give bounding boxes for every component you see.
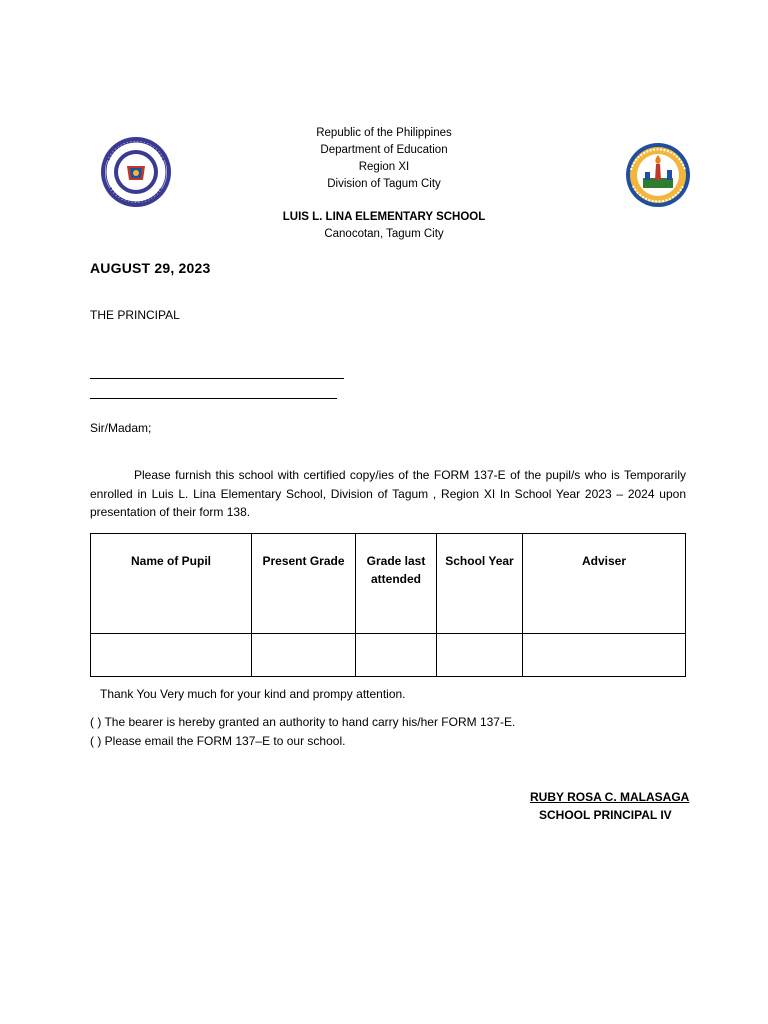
option-hand-carry: ( ) The bearer is hereby granted an authority to hand carry his/her FORM 137-E.	[90, 715, 516, 729]
pupil-table	[90, 533, 686, 677]
body-text: Please furnish this school with certified copy/ies of the FORM 137-E of the pupil/s who is Temporarily enrolled in Luis L. Lina Elementary School, Division of Tagum , Region XI In School Year 2023 – 2024 upon presentation of their form 138.	[90, 468, 686, 519]
col-adviser: Adviser	[523, 534, 686, 634]
salutation: Sir/Madam;	[90, 421, 152, 435]
letter-date: AUGUST 29, 2023	[90, 260, 211, 276]
col-school-year: School Year	[437, 534, 523, 634]
cell-name-of-pupil	[91, 634, 252, 677]
option-email: ( ) Please email the FORM 137–E to our school.	[90, 734, 346, 748]
thanks-line: Thank You Very much for your kind and prompy attention.	[100, 687, 406, 701]
header-republic: Republic of the Philippines	[316, 127, 452, 139]
cell-present-grade	[252, 634, 356, 677]
header-school-name: LUIS L. LINA ELEMENTARY SCHOOL	[282, 211, 486, 223]
header-school-address: Canocotan, Tagum City	[324, 228, 444, 240]
col-present-grade: Present Grade	[252, 534, 356, 634]
blank-line-2	[90, 398, 337, 399]
body-paragraph	[90, 466, 686, 522]
letter-recipient: THE PRINCIPAL	[90, 308, 180, 322]
cell-grade-last-attended	[356, 634, 437, 677]
header-department: Department of Education	[320, 144, 448, 156]
col-name-of-pupil: Name of Pupil	[91, 534, 252, 634]
col-grade-last-attended-label: Grade last attended	[366, 554, 426, 586]
header-division: Division of Tagum City	[327, 178, 441, 190]
signatory-title: SCHOOL PRINCIPAL IV	[539, 808, 672, 822]
cell-school-year	[437, 634, 523, 677]
cell-adviser	[523, 634, 686, 677]
header-region: Region XI	[358, 161, 410, 173]
table-row	[91, 634, 686, 677]
col-grade-last-attended	[356, 534, 437, 634]
table-header-row	[91, 534, 686, 634]
blank-line-1	[90, 378, 344, 379]
signatory-name: RUBY ROSA C. MALASAGA	[530, 790, 690, 804]
